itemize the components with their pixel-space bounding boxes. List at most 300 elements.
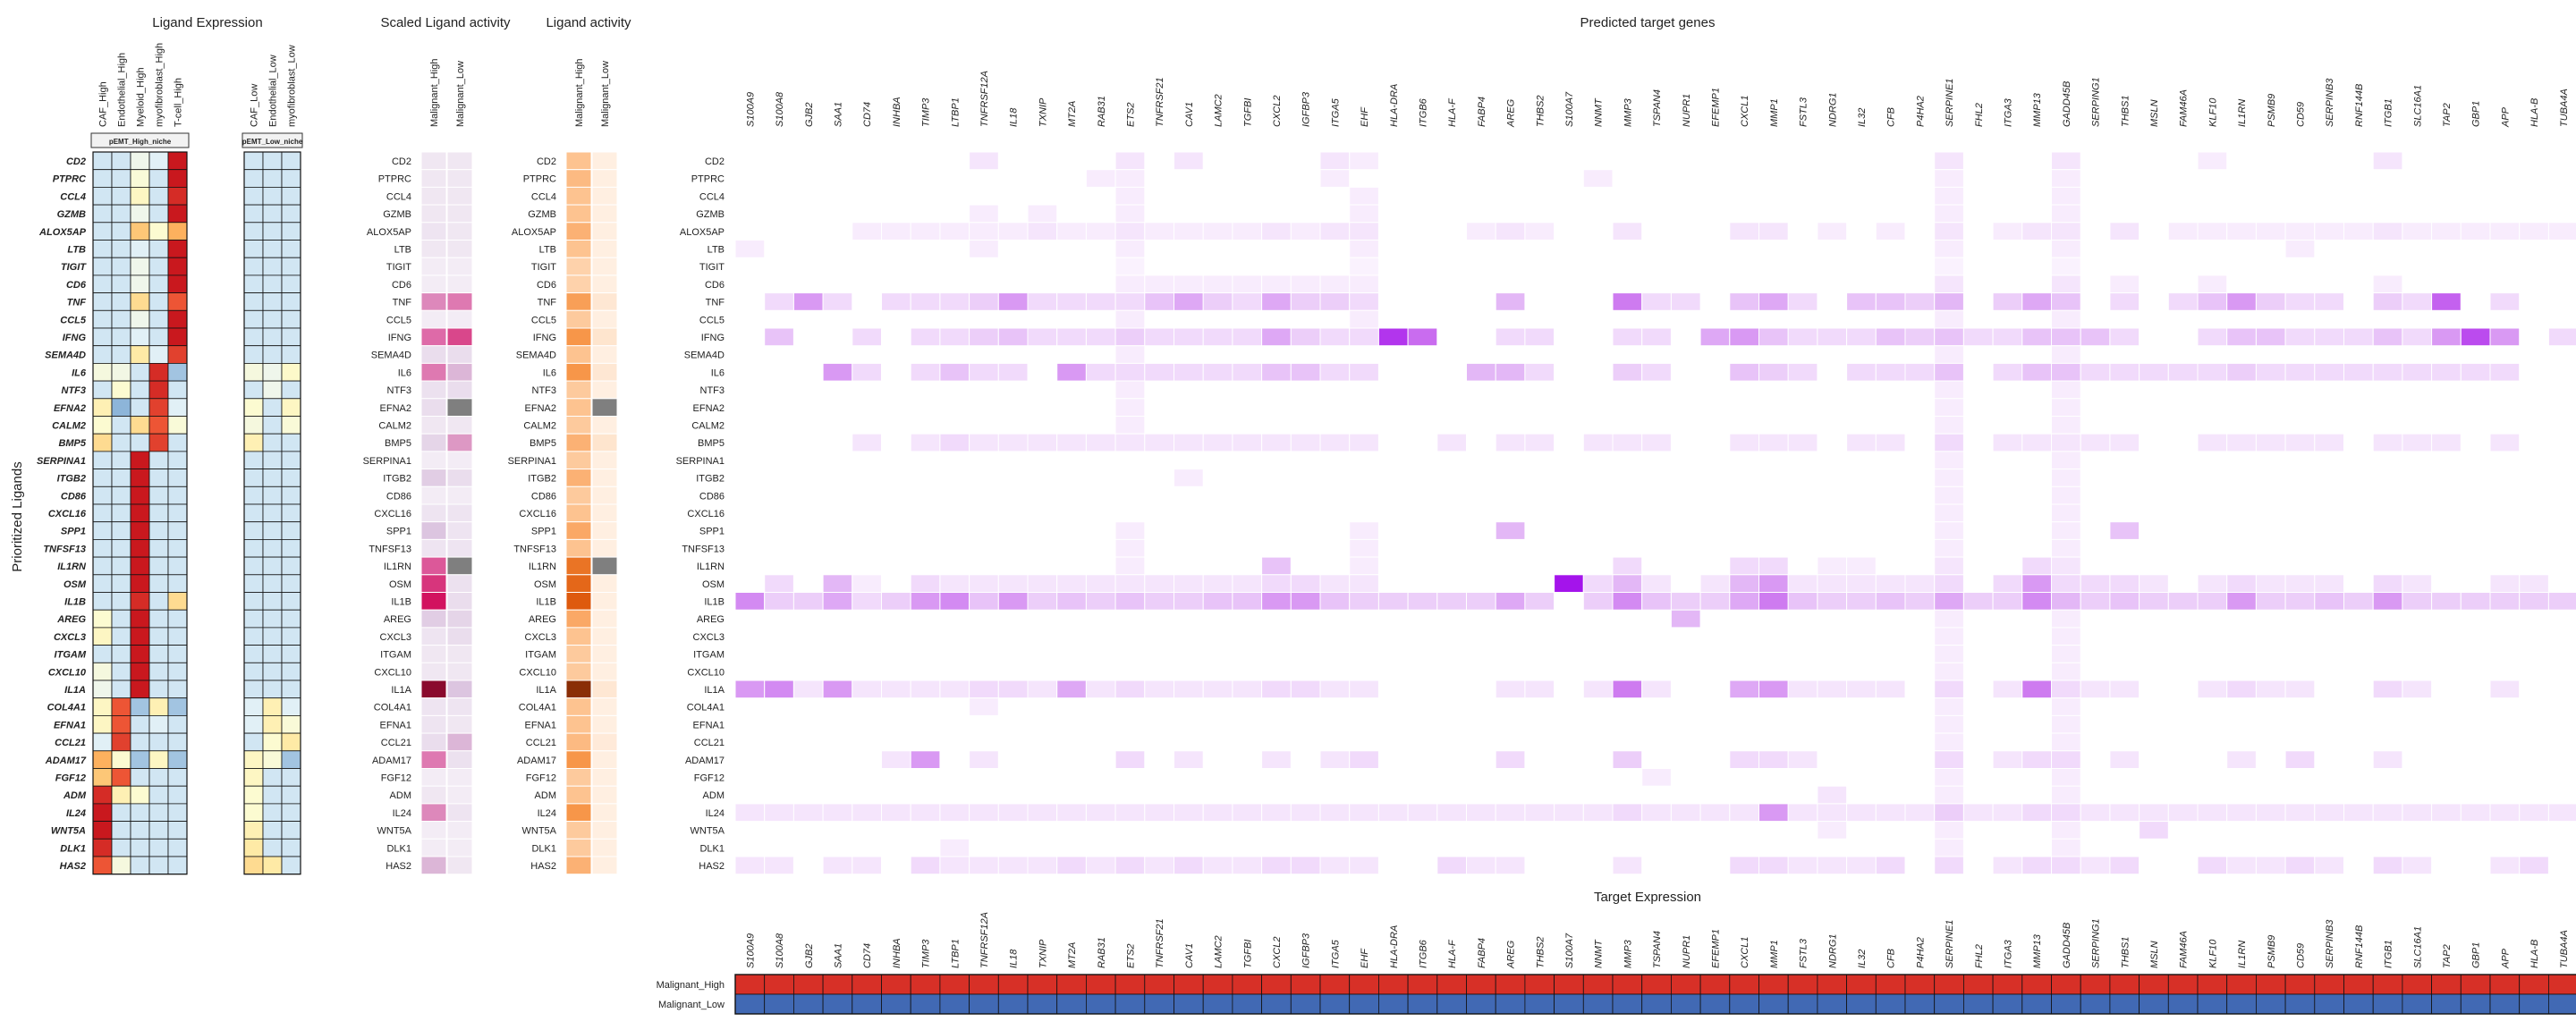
texpr-cell (1876, 975, 1905, 994)
expr-cell (149, 434, 168, 452)
target-cell (1671, 593, 1700, 611)
expr-cell (244, 769, 263, 787)
texpr-cell (2432, 975, 2462, 994)
target-cell (2227, 293, 2257, 311)
target-cell (1788, 857, 1818, 874)
target-cell (1993, 680, 2022, 698)
target-cell (1262, 680, 1292, 698)
target-column-label: KLF10 (2207, 97, 2219, 127)
scaled-row-label: CALM2 (378, 420, 411, 432)
expr-cell (93, 839, 112, 857)
target-cell (1115, 346, 1145, 364)
target-cell (1233, 434, 1262, 452)
scaled-ligand-activity-title: Scaled Ligand activity (380, 15, 511, 30)
scaled-row-label: CXCL16 (374, 509, 411, 519)
target-cell (1262, 363, 1292, 381)
expr-cell (263, 170, 282, 188)
target-cell (1057, 575, 1087, 593)
target-column-label: ITGA5 (1330, 98, 1342, 127)
target-cell (823, 293, 852, 311)
expr-cell (168, 293, 187, 311)
target-column-label: TNFRSF12A (979, 71, 990, 127)
expr-cell (131, 486, 149, 504)
texpr-cell (823, 975, 852, 994)
expr-cell (149, 715, 168, 733)
target-cell (1642, 575, 1672, 593)
target-cell (2373, 328, 2402, 346)
target-cell (1730, 328, 1759, 346)
target-cell (793, 293, 823, 311)
activity-cell (566, 346, 591, 364)
scaled-row-label: OSM (388, 578, 411, 590)
target-row-label: ITGB2 (696, 473, 724, 485)
expr-row-label: CXCL16 (47, 509, 86, 519)
texpr-column-label: ITGA3 (2003, 940, 2014, 968)
texpr-column-label: SERPING1 (2090, 918, 2102, 968)
target-cell (1291, 857, 1320, 874)
target-cell (1350, 205, 1379, 223)
target-cell (1818, 557, 1847, 575)
target-column-label: TIMP3 (920, 97, 932, 127)
target-cell (735, 241, 765, 258)
target-cell (2285, 241, 2315, 258)
target-cell (1935, 769, 1964, 787)
target-cell (1935, 804, 1964, 822)
target-column-label: HLA-F (1447, 98, 1459, 127)
activity-cell (592, 363, 617, 381)
target-cell (1057, 328, 1087, 346)
target-cell (1350, 241, 1379, 258)
target-cell (2022, 857, 2052, 874)
target-cell (1642, 434, 1672, 452)
scaled-cell (447, 504, 472, 522)
scaled-cell (447, 628, 472, 646)
expr-row-label: IL1RN (57, 561, 86, 573)
target-cell (1028, 223, 1057, 241)
target-cell (2520, 593, 2549, 611)
texpr-cell (1993, 975, 2022, 994)
texpr-cell (1583, 994, 1613, 1014)
target-cell (2520, 575, 2549, 593)
target-column-label: TXNIP (1038, 97, 1049, 127)
target-cell (2285, 680, 2315, 698)
texpr-cell (998, 994, 1028, 1014)
target-cell (2432, 363, 2462, 381)
target-cell (1671, 610, 1700, 628)
expr-cell (112, 205, 131, 223)
target-cell (1408, 328, 1437, 346)
target-cell (998, 857, 1028, 874)
texpr-cell (911, 994, 940, 1014)
expr-row-label: ITGB2 (56, 473, 86, 485)
target-cell (2052, 152, 2081, 170)
expr-cell (93, 310, 112, 328)
expr-cell (112, 452, 131, 469)
target-cell (2461, 328, 2490, 346)
expr-cell (244, 539, 263, 557)
target-cell (765, 293, 794, 311)
activity-cell (592, 786, 617, 804)
target-cell (1700, 575, 1730, 593)
target-row-label: CXCL10 (687, 667, 724, 679)
target-cell (1028, 857, 1057, 874)
expr-cell (131, 363, 149, 381)
target-cell (1262, 575, 1292, 593)
scaled-cell (421, 346, 446, 364)
target-cell (1262, 223, 1292, 241)
target-cell (2373, 434, 2402, 452)
texpr-cell (1203, 994, 1233, 1014)
target-cell (1788, 751, 1818, 769)
target-cell (1378, 328, 1408, 346)
expr-cell (244, 258, 263, 275)
target-cell (1496, 328, 1525, 346)
target-cell (1730, 575, 1759, 593)
target-row-label: AREG (696, 614, 724, 626)
scaled-row-label: ITGB2 (383, 473, 411, 485)
scaled-cell (421, 769, 446, 787)
expr-cell (149, 452, 168, 469)
target-cell (1028, 434, 1057, 452)
texpr-cell (1525, 994, 1555, 1014)
expr-cell (112, 399, 131, 417)
expr-cell (263, 822, 282, 840)
texpr-column-label: AREG (1505, 940, 1517, 968)
target-cell (2227, 363, 2257, 381)
target-cell (1115, 152, 1145, 170)
texpr-cell (1935, 975, 1964, 994)
target-row-label: CXCL16 (687, 509, 724, 519)
activity-column-label: Malignant_High (574, 58, 585, 127)
expr-cell (149, 751, 168, 769)
target-cell (2285, 751, 2315, 769)
activity-row-label: PTPRC (522, 173, 556, 185)
target-cell (1378, 593, 1408, 611)
target-column-label: S100A9 (745, 91, 757, 127)
target-cell (2373, 152, 2402, 170)
target-cell (1759, 680, 1789, 698)
scaled-cell (421, 822, 446, 840)
target-cell (2285, 363, 2315, 381)
target-cell (1028, 575, 1057, 593)
target-cell (1818, 804, 1847, 822)
scaled-cell (421, 241, 446, 258)
target-column-label: EFEMP1 (1710, 87, 1722, 127)
target-cell (793, 680, 823, 698)
target-cell (1876, 434, 1905, 452)
activity-cell (592, 452, 617, 469)
texpr-cell (2315, 994, 2344, 1014)
target-cell (2256, 434, 2285, 452)
texpr-cell (970, 994, 999, 1014)
texpr-cell (2140, 994, 2169, 1014)
texpr-column-label: LAMC2 (1213, 935, 1224, 968)
activity-cell (566, 786, 591, 804)
target-cell (1935, 275, 1964, 293)
target-cell (1086, 680, 1115, 698)
target-cell (882, 804, 911, 822)
target-cell (1203, 593, 1233, 611)
target-cell (2402, 857, 2432, 874)
target-cell (2022, 804, 2052, 822)
target-column-label: GADD45B (2061, 80, 2072, 127)
activity-row-label: EFNA2 (524, 402, 556, 414)
texpr-column-label: IL32 (1856, 949, 1868, 968)
target-cell (970, 152, 999, 170)
scaled-cell (421, 205, 446, 223)
expr-cell (263, 698, 282, 716)
texpr-cell (1555, 994, 1584, 1014)
target-cell (2548, 328, 2576, 346)
target-column-label: THBS1 (2120, 95, 2131, 127)
expr-cell (131, 452, 149, 469)
target-cell (2052, 857, 2081, 874)
target-cell (1233, 363, 1262, 381)
scaled-cell (421, 751, 446, 769)
expr-cell (263, 363, 282, 381)
target-cell (1174, 293, 1204, 311)
scaled-cell (447, 310, 472, 328)
expr-cell (282, 522, 301, 540)
target-cell (2227, 804, 2257, 822)
activity-cell (566, 822, 591, 840)
target-cell (2052, 187, 2081, 205)
target-column-label: NNMT (1593, 98, 1605, 127)
expr-cell (149, 504, 168, 522)
target-cell (2110, 804, 2140, 822)
texpr-cell (1115, 994, 1145, 1014)
target-cell (2373, 363, 2402, 381)
target-cell (2052, 680, 2081, 698)
scaled-cell (447, 275, 472, 293)
target-cell (1935, 469, 1964, 487)
texpr-cell (1555, 975, 1584, 994)
scaled-cell (421, 857, 446, 874)
target-cell (911, 363, 940, 381)
target-cell (2315, 593, 2344, 611)
texpr-cell (1963, 994, 1993, 1014)
expr-cell (149, 241, 168, 258)
texpr-cell (1730, 975, 1759, 994)
target-cell (1350, 557, 1379, 575)
scaled-cell (447, 205, 472, 223)
target-cell (1467, 223, 1496, 241)
expr-cell (263, 575, 282, 593)
activity-cell (592, 223, 617, 241)
target-cell (940, 804, 970, 822)
target-cell (1086, 363, 1115, 381)
expr-cell (112, 486, 131, 504)
expr-cell (244, 346, 263, 364)
target-cell (2373, 293, 2402, 311)
target-cell (2022, 575, 2052, 593)
target-cell (1847, 328, 1877, 346)
texpr-cell (2432, 994, 2462, 1014)
target-cell (2168, 293, 2198, 311)
target-cell (1028, 804, 1057, 822)
texpr-cell (2080, 994, 2110, 1014)
expr-cell (244, 205, 263, 223)
texpr-cell (1525, 975, 1555, 994)
expr-cell (282, 434, 301, 452)
texpr-cell (2285, 994, 2315, 1014)
expr-cell (131, 434, 149, 452)
activity-row-label: GZMB (528, 209, 556, 221)
scaled-cell (421, 469, 446, 487)
target-cell (1613, 223, 1642, 241)
expr-row-label: CCL21 (55, 738, 86, 749)
expr-cell (112, 417, 131, 435)
expr-cell (282, 610, 301, 628)
scaled-cell (421, 152, 446, 170)
target-cell (2052, 258, 2081, 275)
texpr-cell (1759, 975, 1789, 994)
activity-cell (566, 504, 591, 522)
target-row-label: TNFSF13 (682, 544, 724, 555)
target-cell (1847, 434, 1877, 452)
target-cell (1935, 399, 1964, 417)
target-cell (2402, 804, 2432, 822)
target-cell (1350, 434, 1379, 452)
expr-cell (244, 187, 263, 205)
expr-cell (244, 328, 263, 346)
target-cell (765, 328, 794, 346)
activity-cell (592, 610, 617, 628)
target-cell (1935, 310, 1964, 328)
target-cell (1496, 857, 1525, 874)
target-cell (1583, 680, 1613, 698)
expr-column-label: myofibroblast_Low (286, 45, 298, 127)
activity-cell (592, 715, 617, 733)
target-column-label: TSPAN4 (1652, 89, 1664, 127)
expr-row-label: CCL4 (60, 191, 86, 203)
expr-row-label: TIGIT (60, 262, 86, 274)
target-cell (2052, 839, 2081, 857)
target-cell (970, 593, 999, 611)
texpr-cell (1233, 975, 1262, 994)
target-expression-panel (657, 912, 2576, 1014)
expr-cell (131, 170, 149, 188)
target-cell (852, 575, 882, 593)
scaled-cell (447, 223, 472, 241)
target-cell (2285, 593, 2315, 611)
expr-column-label: CAF_High (97, 81, 109, 127)
texpr-cell (1788, 975, 1818, 994)
target-cell (940, 857, 970, 874)
activity-cell (592, 575, 617, 593)
activity-row-label: IL1B (536, 596, 556, 608)
target-cell (1876, 328, 1905, 346)
expr-cell (149, 769, 168, 787)
target-column-label: INHBA (891, 97, 902, 127)
expr-cell (168, 593, 187, 611)
target-cell (2198, 328, 2227, 346)
activity-cell (566, 751, 591, 769)
activity-cell (592, 539, 617, 557)
target-cell (1028, 293, 1057, 311)
expr-cell (131, 804, 149, 822)
expr-row-label: IL6 (72, 367, 86, 379)
target-cell (1876, 857, 1905, 874)
target-cell (2432, 293, 2462, 311)
target-cell (1057, 363, 1087, 381)
texpr-cell (793, 994, 823, 1014)
activity-row-label: CXCL10 (519, 667, 556, 679)
target-cell (1291, 293, 1320, 311)
target-cell (1115, 328, 1145, 346)
activity-row-label: CXCL16 (519, 509, 556, 519)
target-cell (998, 434, 1028, 452)
target-cell (882, 680, 911, 698)
target-cell (2548, 593, 2576, 611)
target-cell (1174, 804, 1204, 822)
target-cell (1963, 328, 1993, 346)
texpr-cell (1028, 975, 1057, 994)
expr-cell (168, 786, 187, 804)
target-cell (2052, 593, 2081, 611)
target-cell (1408, 593, 1437, 611)
target-cell (1174, 328, 1204, 346)
activity-row-label: CCL21 (525, 738, 556, 749)
expr-cell (263, 486, 282, 504)
target-cell (1350, 522, 1379, 540)
activity-row-label: ITGB2 (528, 473, 556, 485)
texpr-cell (882, 994, 911, 1014)
scaled-cell (421, 698, 446, 716)
target-row-label: CCL5 (699, 315, 724, 326)
target-cell (1086, 575, 1115, 593)
activity-cell (592, 170, 617, 188)
target-cell (1145, 804, 1174, 822)
expr-cell (112, 715, 131, 733)
expr-cell (282, 205, 301, 223)
target-cell (1028, 205, 1057, 223)
expr-row-label: SERPINA1 (36, 455, 86, 467)
expr-row-label: GZMB (56, 209, 86, 221)
target-cell (1613, 680, 1642, 698)
expr-cell (131, 522, 149, 540)
target-column-label: ITGB1 (2383, 98, 2394, 127)
target-cell (2110, 680, 2140, 698)
expr-cell (149, 839, 168, 857)
expr-cell (244, 628, 263, 646)
scaled-cell (447, 434, 472, 452)
expr-cell (263, 593, 282, 611)
expr-cell (131, 610, 149, 628)
target-cell (1115, 310, 1145, 328)
target-cell (735, 857, 765, 874)
scaled-cell (447, 170, 472, 188)
expr-cell (149, 417, 168, 435)
expr-row-label: WNT5A (50, 825, 86, 837)
target-cell (2052, 469, 2081, 487)
target-column-label: MT2A (1067, 100, 1079, 127)
target-cell (998, 680, 1028, 698)
scaled-row-label: SPP1 (386, 526, 411, 537)
texpr-column-label: CXCL1 (1740, 936, 1751, 968)
target-cell (911, 328, 940, 346)
target-cell (735, 680, 765, 698)
target-cell (2052, 363, 2081, 381)
texpr-column-label: IL18 (1008, 949, 1020, 968)
expr-cell (149, 680, 168, 698)
target-cell (1525, 680, 1555, 698)
scaled-cell (447, 698, 472, 716)
target-cell (1671, 293, 1700, 311)
target-cell (998, 293, 1028, 311)
target-column-label: CD59 (2295, 101, 2307, 127)
expr-cell (263, 328, 282, 346)
